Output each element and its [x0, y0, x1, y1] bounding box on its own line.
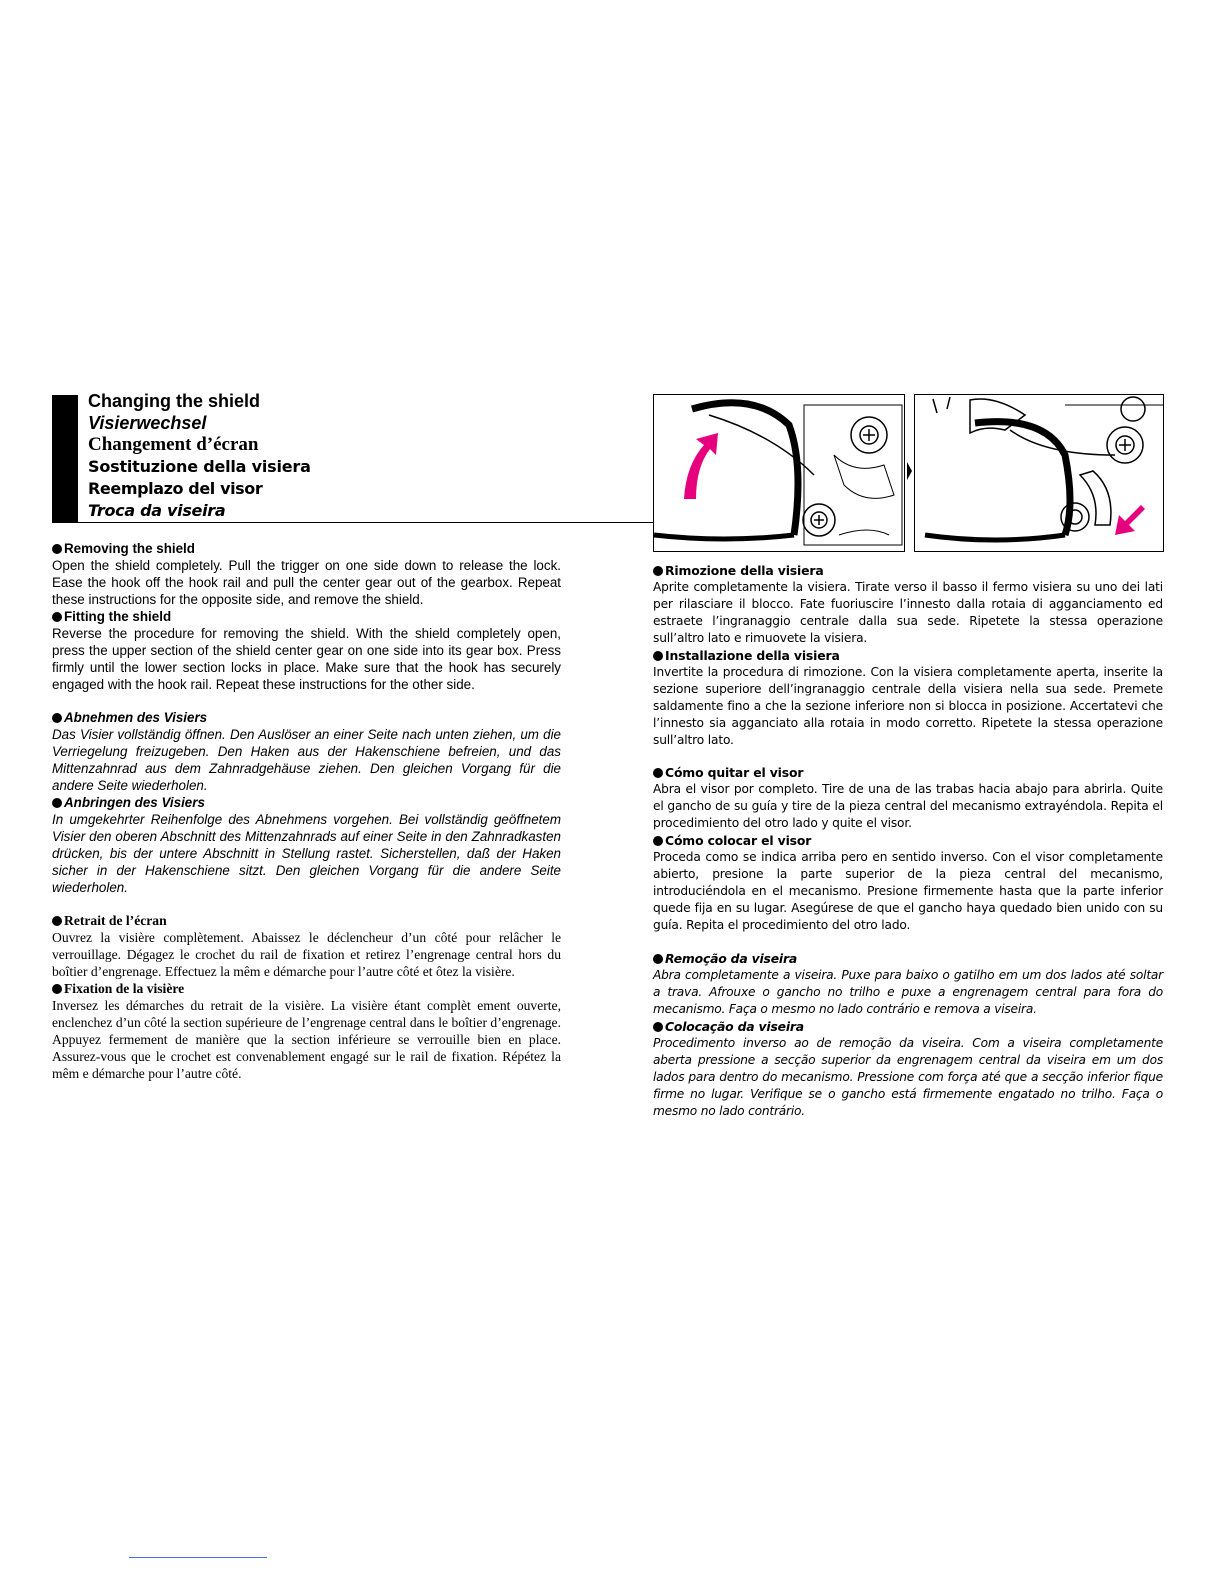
- title-italian: Sostituzione della visiera: [88, 457, 311, 476]
- italian-removing-heading: Rimozione della visiera: [653, 562, 1163, 579]
- pink-arrow-icon: [684, 433, 718, 499]
- french-fitting-heading: Fixation de la visière: [52, 980, 561, 997]
- bullet-icon: [653, 836, 663, 846]
- section-titles: [88, 390, 488, 522]
- german-removing-text: Das Visier vollständig öffnen. Den Auslöser an einer Seite nach unten ziehen, um die Verriegelung freizugeben. Den Haken aus der Hakenschiene befreien, und das Mittenzahnrad aus dem Zahnradgehäuse ziehen. Den gleichen Vorgang für die andere Seite wiederholen.: [52, 727, 561, 793]
- title-german: Visierwechsel: [88, 413, 207, 433]
- spanish-section: [653, 764, 1163, 934]
- portuguese-section: [653, 950, 1163, 1120]
- bullet-icon: [52, 984, 62, 994]
- spanish-removing-heading: Cómo quitar el visor: [653, 764, 1163, 781]
- english-removing-heading: Removing the shield: [52, 540, 561, 557]
- bullet-icon: [52, 612, 62, 622]
- french-fitting-text: Inversez les démarches du retrait de la visière. La visière étant complèt ement ouverte, enclenchez d’un côté la section supérieure de l’engrenage central dans le boîtier d’engrenage. Appuyez fermement de manière que la section inférieure se verrouille bien en place. Assurez-vous que le crochet est convenablement engagé sur le rail de fixation. Répétez la mêm e démarche pour l’autre côté.: [52, 998, 561, 1081]
- spanish-fitting-text: Proceda como se indica arriba pero en sentido inverso. Con el visor completamente abierto, presione la parte superior de la pieza central del mecanismo, introduciéndola en el mecanismo. Presione firmemente hasta que la parte inferior quede fija en su lugar. Asegúrese de que el gancho haya quedado bien unido con su guía. Repita el procedimiento del otro lado.: [653, 850, 1163, 932]
- title-bar-accent: [52, 395, 78, 522]
- bullet-icon: [52, 713, 62, 723]
- bullet-icon: [653, 954, 663, 964]
- italian-fitting-text: Invertite la procedura di rimozione. Con la visiera completamente aperta, inserite la sezione superiore dell’ingranaggio centrale della visiera nella sua sede. Premete saldamente fino a che la sezione inferiore non si blocca in posizione. Accertatevi che l’innesto sia agganciato alla rotaia in modo corretto. Ripetete la stessa operazione sull’altro lato.: [653, 665, 1163, 747]
- shield-opening-illustration: [654, 395, 904, 551]
- pink-arrow-down-icon: [1115, 505, 1145, 535]
- english-fitting-text: Reverse the procedure for removing the shield. With the shield completely open, press the upper section of the shield center gear on one side into its gear box. Press firmly until the lower section locks in place. Make sure that the hook has securely engaged with the hook rail. Repeat these instructions for the other side.: [52, 626, 561, 692]
- shield-release-illustration: [915, 395, 1163, 551]
- title-french: Changement d’écran: [88, 434, 259, 455]
- footer-link-underline: [129, 1557, 267, 1558]
- bullet-icon: [653, 566, 663, 576]
- bullet-icon: [653, 1022, 663, 1032]
- portuguese-fitting-heading: Colocação da viseira: [653, 1018, 1163, 1035]
- spanish-removing-text: Abra el visor por completo. Tire de una de las trabas hacia abajo para abrirla. Quite el gancho de su guía y tire de la pieza central del mecanismo extrayéndola. Repita el procedimiento del otro lado y quite el visor.: [653, 782, 1163, 830]
- german-fitting-text: In umgekehrter Reihenfolge des Abnehmens vorgehen. Bei vollständig geöffnetem Visier den oberen Abschnitt des Mittenzahnrads auf einer Seite in den Zahnradkasten drücken, bis der untere Abschnitt in Stellung rastet. Sicherstellen, daß der Haken sicher in der Hakenschiene sitzt. Den gleichen Vorgang für die andere Seite wiederholen.: [52, 812, 561, 895]
- bullet-icon: [52, 544, 62, 554]
- portuguese-removing-text: Abra completamente a viseira. Puxe para baixo o gatilho em um dos lados até soltar a trava. Afrouxe o gancho no trilho e puxe a engrenagem central para fora do mecanismo. Faça o mesmo no lado contrário e remova a viseira.: [653, 968, 1163, 1016]
- italian-fitting-heading: Installazione della visiera: [653, 647, 1163, 664]
- title-divider: [52, 522, 654, 523]
- title-english: Changing the shield: [88, 391, 261, 411]
- french-section: [52, 912, 561, 1082]
- portuguese-removing-heading: Remoção da viseira: [653, 950, 1163, 967]
- bullet-icon: [653, 651, 663, 661]
- english-removing-text: Open the shield completely. Pull the trigger on one side down to release the lock. Ease the hook off the hook rail and pull the center gear out of the gearbox. Repeat these instructions for the opposite side, and remove the shield.: [52, 558, 561, 607]
- italian-section: [653, 562, 1163, 749]
- spanish-fitting-heading: Cómo colocar el visor: [653, 832, 1163, 849]
- french-removing-heading: Retrait de l’écran: [52, 912, 561, 929]
- portuguese-fitting-text: Procedimento inverso ao de remoção da viseira. Com a viseira completamente aberta pressione a secção superior da engrenagem central da viseira em um dos lados para dentro do mecanismo. Pressione com força até que a secção inferior fique firme no lugar. Verifique se o gancho está firmemente engatado no trilho. Faça o mesmo no lado contrário.: [653, 1036, 1163, 1118]
- bullet-icon: [52, 916, 62, 926]
- german-section: [52, 709, 561, 896]
- german-removing-heading: Abnehmen des Visiers: [52, 709, 561, 726]
- english-fitting-heading: Fitting the shield: [52, 608, 561, 625]
- bullet-icon: [52, 798, 62, 808]
- title-portuguese: Troca da viseira: [88, 501, 226, 520]
- italian-removing-text: Aprite completamente la visiera. Tirate verso il basso il fermo visiera su uno dei lati per rilasciare il blocco. Fate fuoriuscire l’innesto dalla rotaia di agganciamento ed estraete l’ingranaggio centrale dalla sua sede. Ripetete la stessa operazione sull’altro lato e rimuovete la visiera.: [653, 580, 1163, 645]
- german-fitting-heading: Anbringen des Visiers: [52, 794, 561, 811]
- english-section: [52, 540, 561, 693]
- title-spanish: Reemplazo del visor: [88, 479, 263, 498]
- figure-sequence-arrow-icon: [907, 462, 912, 480]
- shield-opening-diagram: [653, 394, 905, 552]
- bullet-icon: [653, 768, 663, 778]
- shield-release-diagram: [914, 394, 1164, 552]
- french-removing-text: Ouvrez la visière complètement. Abaissez le déclencheur d’un côté pour relâcher le verrouillage. Dégagez le crochet du rail de fixation et retirez l’engrenage central hors du boîtier d’engrenage. Effectuez la mêm e démarche pour l’autre côté et ôtez la visière.: [52, 930, 561, 979]
